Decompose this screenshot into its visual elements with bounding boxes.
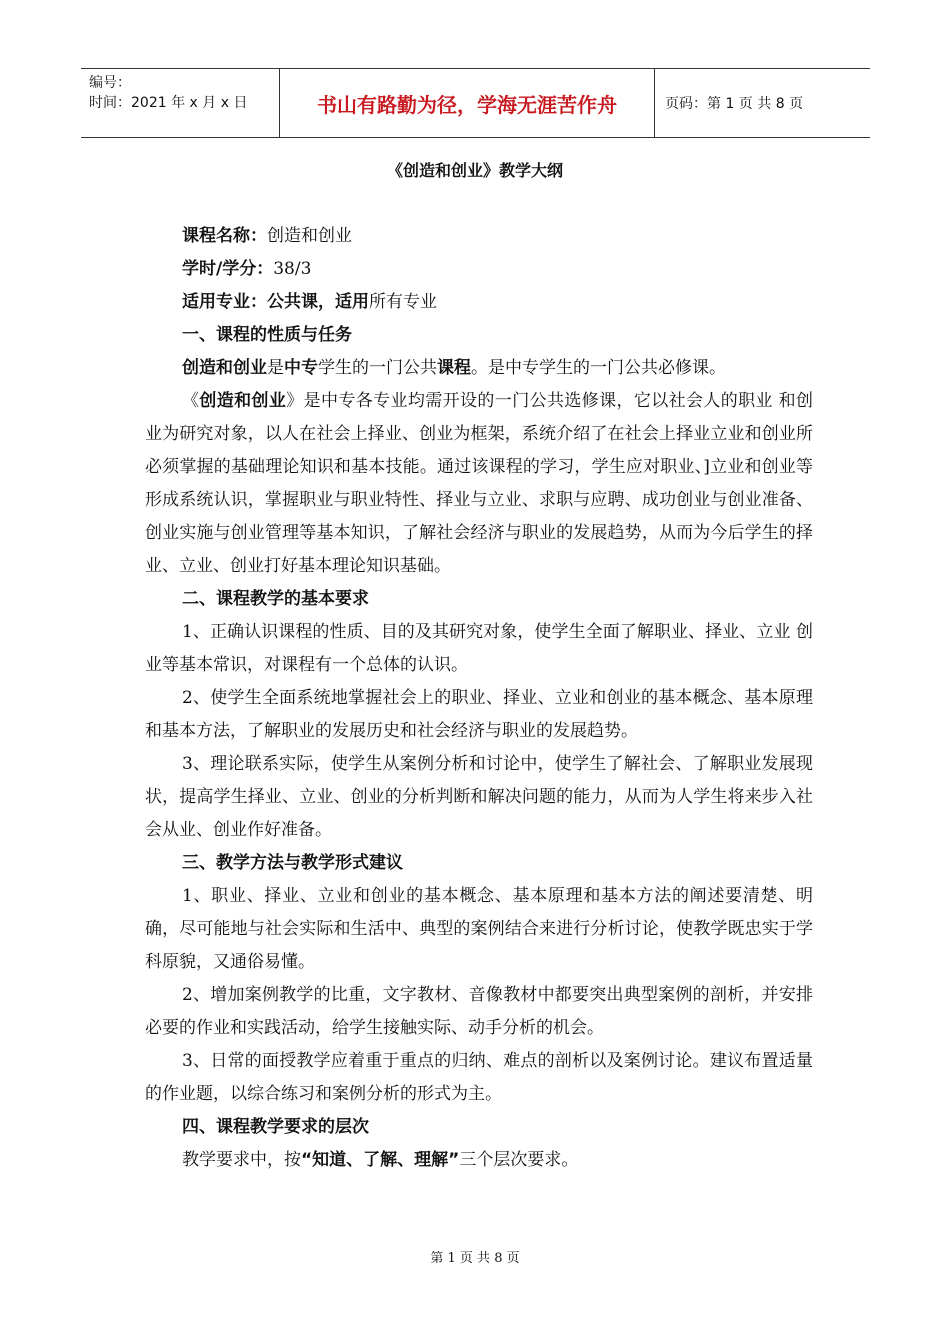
section-3-heading: 三、教学方法与教学形式建议 <box>182 853 403 873</box>
intro-text-3: 。是中专学生的一门公共必修课。 <box>471 358 726 378</box>
section-2-item: 2、使学生全面系统地掌握社会上的职业、择业、立业和创业的基本概念、基本原理和基本方法，了解职业的发展历史和社会经济与职业的发展趋势。 <box>145 688 813 741</box>
s4-text-1: 教学要求中，按 <box>182 1150 301 1170</box>
section-1-intro <box>145 352 813 385</box>
para-open-quote: 《 <box>182 391 200 411</box>
section-2-item: 1、正确认识课程的性质、目的及其研究对象，使学生全面了解职业、择业、立业 创业等基本常识，对课程有一个总体的认识。 <box>145 622 813 675</box>
section-4-text <box>145 1144 813 1177</box>
para-text: 》是中专各专业均需开设的一门公共选修课，它以社会人的职业 和创业为研究对象，以人在社会上择业、创业为框架，系统介绍了在社会上择业立业和创业所必须掌握的基础理论知识和基本技能。通过该课程的学习，学生应对职业、]立业和创业等形成系统认识，掌握职业与职业特性、择业与立业、求职与应聘、成功创业与创业准备、创业实施与创业管理等基本知识，了解社会经济与职业的发展趋势，从而为今后学生的择业、立业、创业打好基本理论知识基础。 <box>145 391 814 576</box>
course-name-line <box>145 220 813 253</box>
intro-text-1: 是 <box>267 358 284 378</box>
header-table <box>81 68 870 138</box>
intro-bold-1: 创造和创业 <box>182 358 267 378</box>
section-1-paragraph <box>145 385 813 583</box>
section-3-item: 1、职业、择业、立业和创业的基本概念、基本原理和基本方法的阐述要清楚、明确，尽可能地与社会实际和生活中、典型的案例结合来进行分析讨论，使教学既忠实于学科原貌，又通俗易懂。 <box>145 886 813 972</box>
major-label: 适用专业：公共课，适用 <box>182 292 369 312</box>
page-footer: 第 1 页 共 8 页 <box>430 1251 520 1266</box>
header-left-cell <box>81 69 279 137</box>
section-2-item: 3、理论联系实际，使学生从案例分析和讨论中，使学生了解社会、了解职业发展现状，提高学生择业、立业、创业的分析判断和解决问题的能力，从而为人学生将来步入社会从业、创业作好准备。 <box>145 754 813 840</box>
hours-value: 38/3 <box>273 259 312 279</box>
date-line: 时间：2021 年 x 月 x 日 <box>89 95 248 111</box>
section-4-heading: 四、课程教学要求的层次 <box>182 1117 369 1137</box>
document-body <box>145 220 813 1177</box>
number-label: 编号： <box>89 75 131 91</box>
s4-bold: “知道、了解、理解” <box>301 1150 460 1170</box>
hours-label: 学时/学分： <box>182 259 274 279</box>
section-1-heading: 一、课程的性质与任务 <box>182 325 352 345</box>
major-line <box>145 286 813 319</box>
hours-line <box>145 253 813 286</box>
section-2-heading: 二、课程教学的基本要求 <box>182 589 369 609</box>
header-page-info: 页码：第 1 页 共 8 页 <box>665 96 804 112</box>
course-name-label: 课程名称： <box>182 226 267 246</box>
intro-bold-2: 中专 <box>284 358 318 378</box>
intro-text-2: 学生的一门公共 <box>318 358 437 378</box>
section-3-item: 3、日常的面授教学应着重于重点的归纳、难点的剖析以及案例讨论。建议布置适量的作业题，以综合练习和案例分析的形式为主。 <box>145 1051 813 1104</box>
s4-text-2: 三个层次要求。 <box>459 1150 579 1170</box>
section-3-item: 2、增加案例教学的比重，文字教材、音像教材中都要突出典型案例的剖析，并安排必要的作业和实践活动，给学生接触实际、动手分析的机会。 <box>145 985 813 1038</box>
header-motto: 书山有路勤为径，学海无涯苦作舟 <box>279 69 655 137</box>
document-title: 《创造和创业》教学大纲 <box>386 161 563 180</box>
intro-bold-3: 课程 <box>437 358 471 378</box>
course-name-value: 创造和创业 <box>267 226 352 246</box>
major-value: 所有专业 <box>369 292 437 312</box>
para-course-name: 创造和创业 <box>199 391 287 411</box>
